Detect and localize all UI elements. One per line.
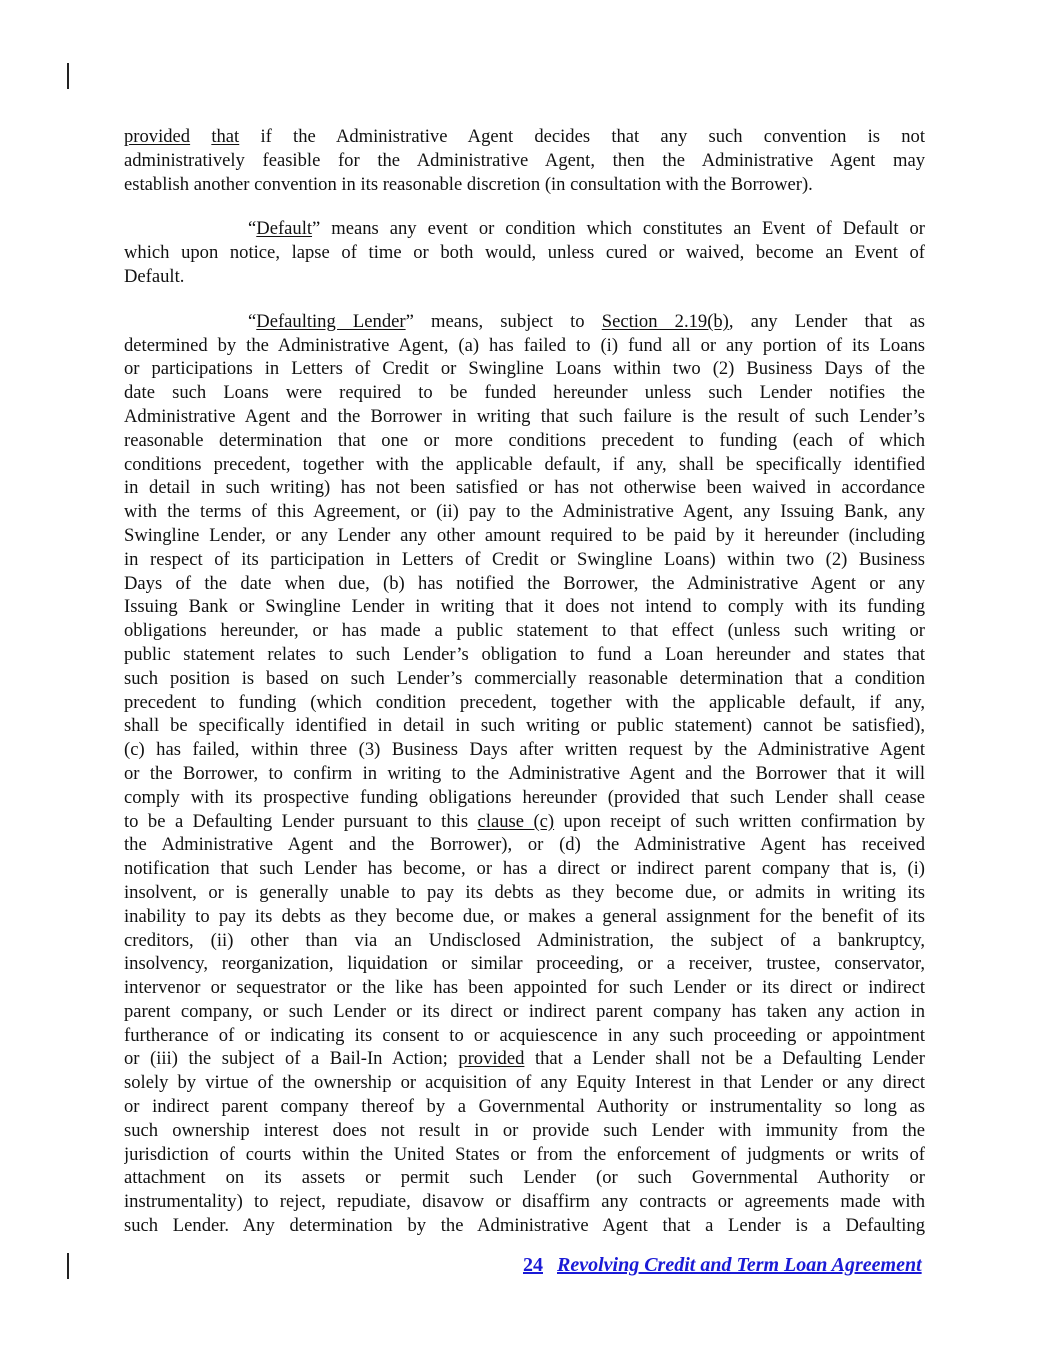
document-body <box>124 125 925 1259</box>
text-segment: solely by virtue of the ownership or acquisition of any Equity Interest in that Lender or any direct <box>124 1072 925 1094</box>
underlined-term: Default <box>256 218 313 240</box>
text-segment: which upon notice, lapse of time or both would, unless cured or waived, become an Event of <box>124 242 925 264</box>
underlined-term: provided <box>458 1048 525 1070</box>
text-line <box>124 149 925 173</box>
text-line <box>124 524 925 548</box>
text-segment: public statement relates to such Lender’s obligation to fund a Loan hereunder and states that <box>124 643 925 665</box>
paragraph <box>124 310 925 1238</box>
text-line <box>124 1190 925 1214</box>
text-line <box>124 500 925 524</box>
text-segment: determined by the Administrative Agent, (a) has failed to (i) fund all or any portion of its Loans <box>124 334 925 356</box>
text-segment: ” means any event or condition which constitutes an Event of Default or <box>312 218 925 240</box>
text-line <box>124 1095 925 1119</box>
text-line <box>124 334 925 358</box>
text-segment: date such Loans were required to be funded hereunder unless such Lender notifies the <box>124 382 925 404</box>
text-segment: attachment on its assets or permit such Lender (or such Governmental Authority or <box>124 1167 925 1189</box>
change-bar-bottom <box>67 1253 69 1279</box>
text-line <box>124 217 925 241</box>
text-line <box>124 714 925 738</box>
text-line <box>124 357 925 381</box>
text-line <box>124 881 925 905</box>
text-line <box>124 905 925 929</box>
text-segment: parent company, or such Lender or its direct or indirect parent company has taken any action in <box>124 1000 925 1022</box>
text-line <box>124 1119 925 1143</box>
underlined-term: Section 2.19(b) <box>601 310 729 332</box>
text-segment: notification that such Lender has become, or has a direct or indirect parent company that is, (i) <box>124 858 925 880</box>
text-line <box>124 810 925 834</box>
text-line <box>124 1143 925 1167</box>
text-line <box>124 310 925 334</box>
underlined-term: Defaulting Lender <box>256 310 406 332</box>
text-segment: insolvency, reorganization, liquidation or similar proceeding, or a receiver, trustee, conservator, <box>124 953 925 975</box>
text-line <box>124 691 925 715</box>
text-line <box>124 1024 925 1048</box>
text-line <box>124 952 925 976</box>
paragraph <box>124 217 925 288</box>
text-segment: Swingline Lender, or any Lender any other amount required to be paid by it hereunder (including <box>124 524 925 546</box>
text-segment: furtherance of or indicating its consent to or acquiescence in any such proceeding or appointment <box>124 1024 925 1046</box>
text-segment: jurisdiction of courts within the United States or from the enforcement of judgments or writs of <box>124 1143 925 1165</box>
text-line <box>124 667 925 691</box>
text-line <box>124 1214 925 1238</box>
page-number[interactable]: 24 <box>523 1254 543 1276</box>
text-segment: conditions precedent, together with the applicable default, if any, shall be specifically identified <box>124 453 925 475</box>
text-segment: instrumentality) to reject, repudiate, disavow or disaffirm any contracts or agreements made with <box>124 1191 925 1213</box>
text-segment: inability to pay its debts as they become due, or makes a general assignment for the benefit of its <box>124 905 925 927</box>
text-line <box>124 1166 925 1190</box>
text-segment: Administrative Agent and the Borrower in writing that such failure is the result of such Lender’s <box>124 405 925 427</box>
text-line <box>124 738 925 762</box>
text-line <box>124 405 925 429</box>
text-line <box>124 929 925 953</box>
text-line <box>124 619 925 643</box>
text-segment: if the Administrative Agent decides that any such convention is not <box>239 126 925 147</box>
text-segment: or (iii) the subject of a Bail-In Action; <box>124 1048 459 1070</box>
text-segment: shall be specifically identified in detail in such writing or public statement) cannot be satisfied), <box>124 715 925 737</box>
text-line <box>124 1047 925 1071</box>
text-line <box>124 173 925 197</box>
text-segment <box>190 126 211 147</box>
text-segment: Default. <box>124 265 185 287</box>
text-segment: , any Lender that as <box>728 310 925 332</box>
document-title-link[interactable]: Revolving Credit and Term Loan Agreement <box>557 1254 922 1276</box>
text-line <box>124 833 925 857</box>
text-segment: to be a Defaulting Lender pursuant to this <box>124 810 478 832</box>
text-line <box>124 381 925 405</box>
text-line <box>124 548 925 572</box>
text-segment: in detail in such writing) has not been satisfied or has not otherwise been waived in accordance <box>124 477 925 499</box>
underlined-term: provided <box>124 126 191 147</box>
text-line <box>124 125 925 149</box>
text-segment: reasonable determination that one or more conditions precedent to funding (each of which <box>124 429 925 451</box>
text-segment: with the terms of this Agreement, or (ii) pay to the Administrative Agent, any Issuing Bank, any <box>124 501 925 523</box>
text-segment: (c) has failed, within three (3) Business Days after written request by the Administrative Agent <box>124 739 925 761</box>
text-segment: “ <box>248 218 257 240</box>
text-segment: or participations in Letters of Credit or Swingline Loans within two (2) Business Days of the <box>124 358 925 380</box>
page-footer[interactable] <box>523 1254 922 1277</box>
paragraph <box>124 125 925 196</box>
text-line <box>124 265 925 289</box>
text-segment: creditors, (ii) other than via an Undisclosed Administration, the subject of a bankruptcy, <box>124 929 925 951</box>
text-segment: Issuing Bank or Swingline Lender in writing that it does not intend to comply with its funding <box>124 596 925 618</box>
text-line <box>124 786 925 810</box>
text-line <box>124 241 925 265</box>
underlined-term: clause (c) <box>477 810 555 832</box>
text-line <box>124 643 925 667</box>
text-segment: that a Lender shall not be a Defaulting Lender <box>524 1048 925 1070</box>
text-line <box>124 1071 925 1095</box>
text-segment: establish another convention in its reasonable discretion (in consultation with the Borrower). <box>124 173 813 195</box>
text-segment: Days of the date when due, (b) has notified the Borrower, the Administrative Agent or any <box>124 572 925 594</box>
change-bar-top <box>67 63 69 89</box>
text-segment: administratively feasible for the Administrative Agent, then the Administrative Agent may <box>124 149 925 171</box>
text-segment: insolvent, or is generally unable to pay its debts as they become due, or admits in writing its <box>124 881 925 903</box>
text-segment: upon receipt of such written confirmation by <box>554 810 925 832</box>
text-line <box>124 476 925 500</box>
text-segment: the Administrative Agent and the Borrower), or (d) the Administrative Agent has received <box>124 834 925 856</box>
text-segment: intervenor or sequestrator or the like has been appointed for such Lender or its direct or indirect <box>124 977 925 999</box>
text-line <box>124 1000 925 1024</box>
text-line <box>124 595 925 619</box>
text-segment: precedent to funding (which condition precedent, together with the applicable default, if any, <box>124 691 925 713</box>
text-line <box>124 857 925 881</box>
text-segment: “ <box>248 310 257 332</box>
text-line <box>124 976 925 1000</box>
text-line <box>124 762 925 786</box>
text-line <box>124 429 925 453</box>
text-segment: such position is based on such Lender’s commercially reasonable determination that a condition <box>124 667 925 689</box>
text-segment: or the Borrower, to confirm in writing to the Administrative Agent and the Borrower that it will <box>124 762 925 784</box>
text-segment: comply with its prospective funding obligations hereunder (provided that such Lender shall cease <box>124 786 925 808</box>
text-line <box>124 453 925 477</box>
underlined-term: that <box>211 126 240 147</box>
text-segment: ” means, subject to <box>405 310 602 332</box>
text-segment: such Lender. Any determination by the Administrative Agent that a Lender is a Defaulting <box>124 1215 925 1237</box>
text-segment: such ownership interest does not result in or provide such Lender with immunity from the <box>124 1119 925 1141</box>
text-segment: obligations hereunder, or has made a public statement to that effect (unless such writing or <box>124 620 925 642</box>
text-segment: in respect of its participation in Letters of Credit or Swingline Loans) within two (2) Business <box>124 548 925 570</box>
text-line <box>124 572 925 596</box>
text-segment: or indirect parent company thereof by a Governmental Authority or instrumentality so long as <box>124 1096 925 1118</box>
